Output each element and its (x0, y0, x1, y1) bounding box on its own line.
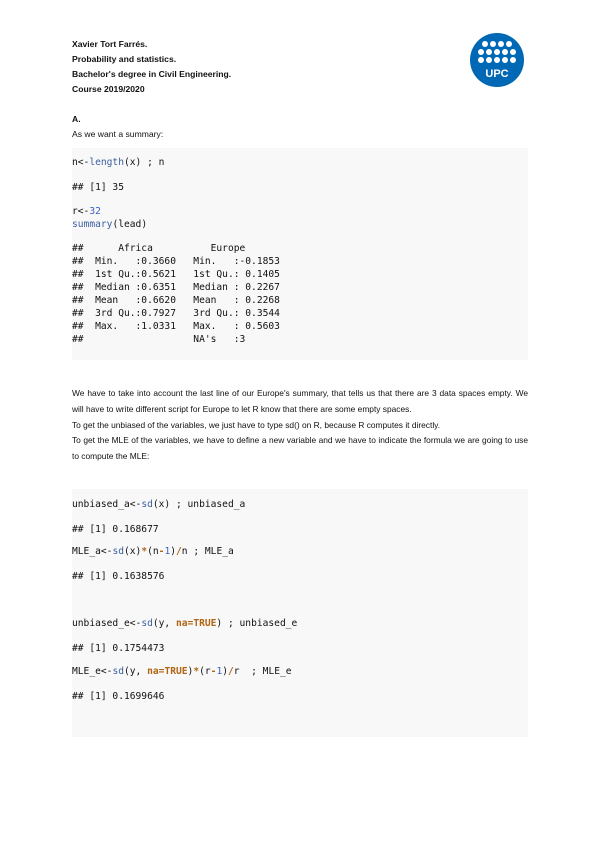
explanation-text (72, 386, 528, 465)
output-line-mle-a: ## [1] 0.1638576 (72, 571, 165, 582)
code-line-mle-e: MLE_e<-sd(y, na=TRUE)*(r-1)/r ; MLE_e (72, 666, 292, 677)
summary-output-line: ## Median :0.6351 Median : 0.2267 (72, 282, 280, 293)
output-line-mle-e: ## [1] 0.1699646 (72, 691, 165, 702)
summary-output-line: ## 3rd Qu.:0.7927 3rd Qu.: 0.3544 (72, 308, 280, 319)
summary-output-line: ## Max. :1.0331 Max. : 0.5603 (72, 321, 280, 332)
section-label: A. (72, 114, 81, 124)
code-line-mle-a: MLE_a<-sd(x)*(n-1)/n ; MLE_a (72, 546, 234, 557)
summary-output-line: ## 1st Qu.:0.5621 1st Qu.: 0.1405 (72, 269, 280, 280)
output-line-n: ## [1] 35 (72, 182, 124, 193)
code-block-estimators (72, 489, 528, 737)
document-header (72, 37, 231, 97)
code-line-r: r<-32 (72, 206, 101, 217)
upc-logo (470, 33, 524, 87)
degree-line: Bachelor's degree in Civil Engineering. (72, 69, 232, 79)
summary-output-line: ## Min. :0.3660 Min. :-0.1853 (72, 256, 280, 267)
code-block-summary (72, 148, 528, 360)
subject-line: Probability and statistics. (72, 54, 177, 64)
output-line-unbiased-e: ## [1] 0.1754473 (72, 643, 165, 654)
summary-output-line: ## NA's :3 (72, 334, 246, 345)
paragraph-mle: To get the MLE of the variables, we have to define a new variable and we have to indicate the formula we are going to use to compute the MLE: (72, 435, 528, 462)
code-line-summary: summary(lead) (72, 219, 148, 230)
logo-text: UPC (485, 68, 509, 80)
code-line-unbiased-e: unbiased_e<-sd(y, na=TRUE) ; unbiased_e (72, 618, 298, 629)
output-line-unbiased-a: ## [1] 0.168677 (72, 524, 159, 535)
summary-output-line: ## Mean :0.6620 Mean : 0.2268 (72, 295, 280, 306)
course-line: Course 2019/2020 (72, 84, 145, 94)
section-intro: As we want a summary: (72, 129, 164, 139)
code-line-unbiased-a: unbiased_a<-sd(x) ; unbiased_a (72, 499, 246, 510)
paragraph-unbiased: To get the unbiased of the variables, we just have to type sd() on R, because R computes it directly. (72, 419, 441, 430)
summary-output-line: ## Africa Europe (72, 243, 246, 254)
author-line: Xavier Tort Farrés. (72, 39, 148, 49)
paragraph-empty-spaces: We have to take into account the last line of our Europe's summary, that tells us that there are 3 data spaces empty. We will have to write different script for Europe to let R know that there are some empty spaces. (72, 388, 528, 414)
code-line-length: n<-length(x) ; n (72, 157, 165, 168)
